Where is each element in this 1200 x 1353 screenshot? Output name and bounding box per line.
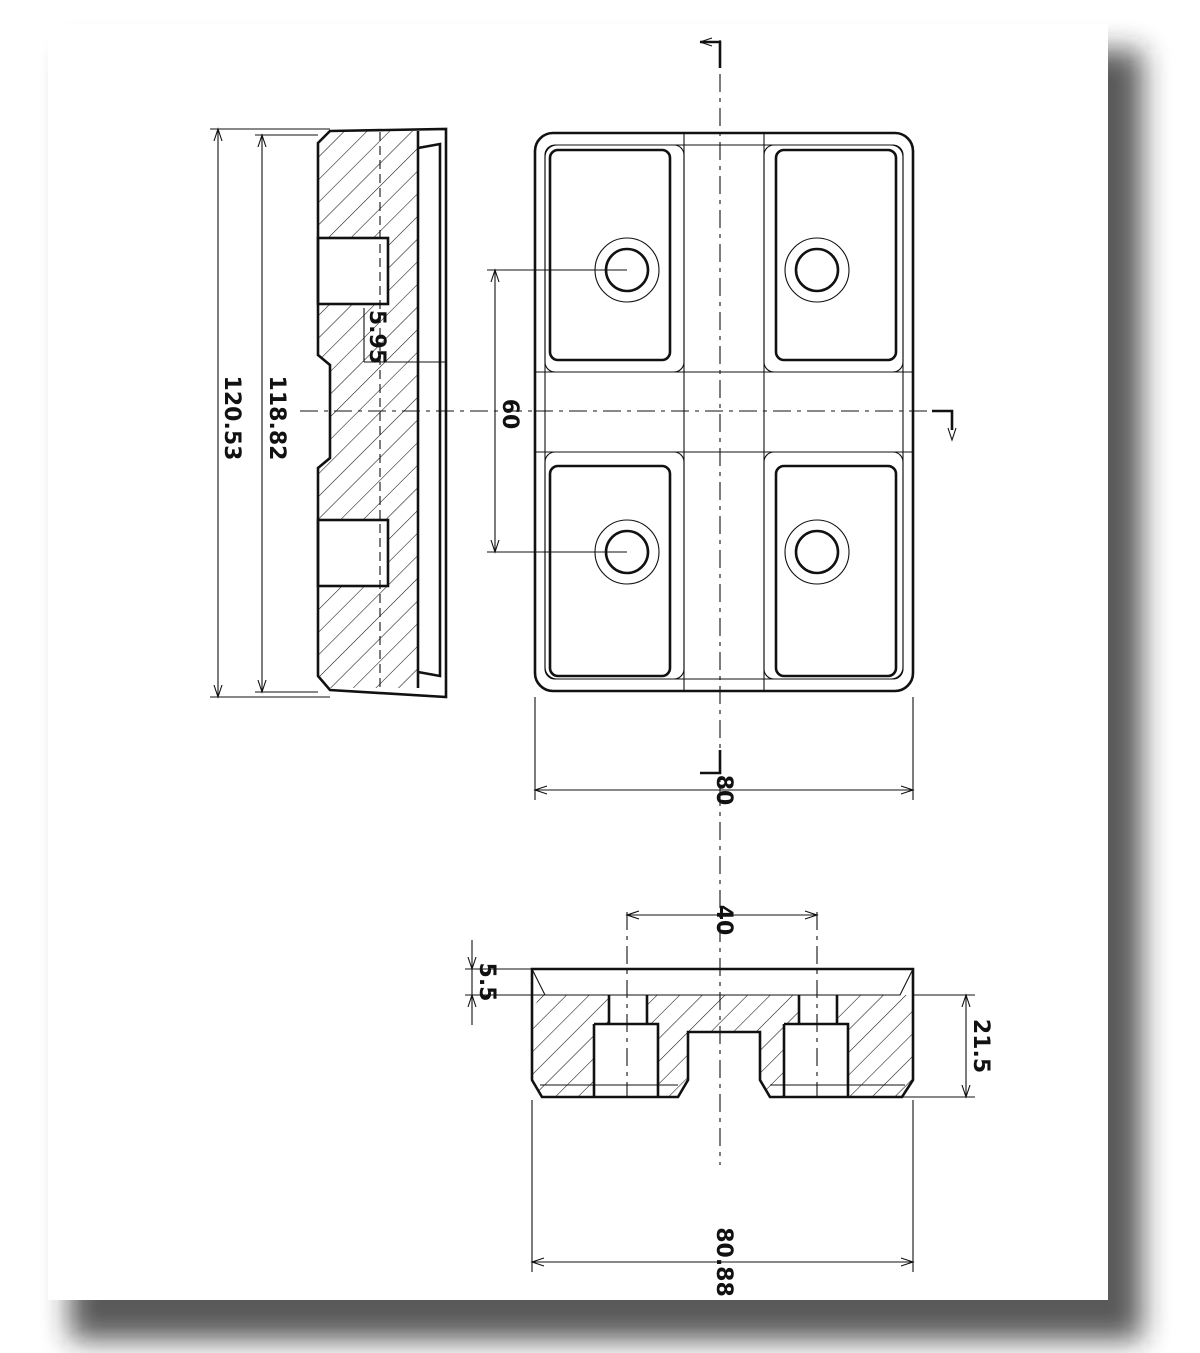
dim-recess-depth: 5.95 bbox=[364, 309, 389, 365]
side-section-hatch bbox=[318, 131, 418, 688]
sheet-paper bbox=[48, 24, 1108, 1300]
dim-hole-spacing-vertical: 60 bbox=[497, 398, 522, 430]
dim-pad-height: 21.5 bbox=[968, 1018, 993, 1074]
front-pocket-right bbox=[784, 1024, 848, 1097]
side-pocket-top bbox=[318, 238, 388, 304]
front-pocket-left bbox=[594, 1024, 658, 1097]
dim-height-inner: 118.82 bbox=[264, 375, 289, 461]
dim-width-bottom: 80.88 bbox=[711, 1227, 736, 1297]
dim-width-top: 80 bbox=[711, 774, 736, 806]
dim-lip-height: 5.5 bbox=[474, 962, 499, 1002]
side-pocket-bottom bbox=[318, 520, 388, 586]
dim-height-outer: 120.53 bbox=[219, 375, 244, 461]
dim-hole-spacing-horizontal: 40 bbox=[711, 904, 736, 936]
